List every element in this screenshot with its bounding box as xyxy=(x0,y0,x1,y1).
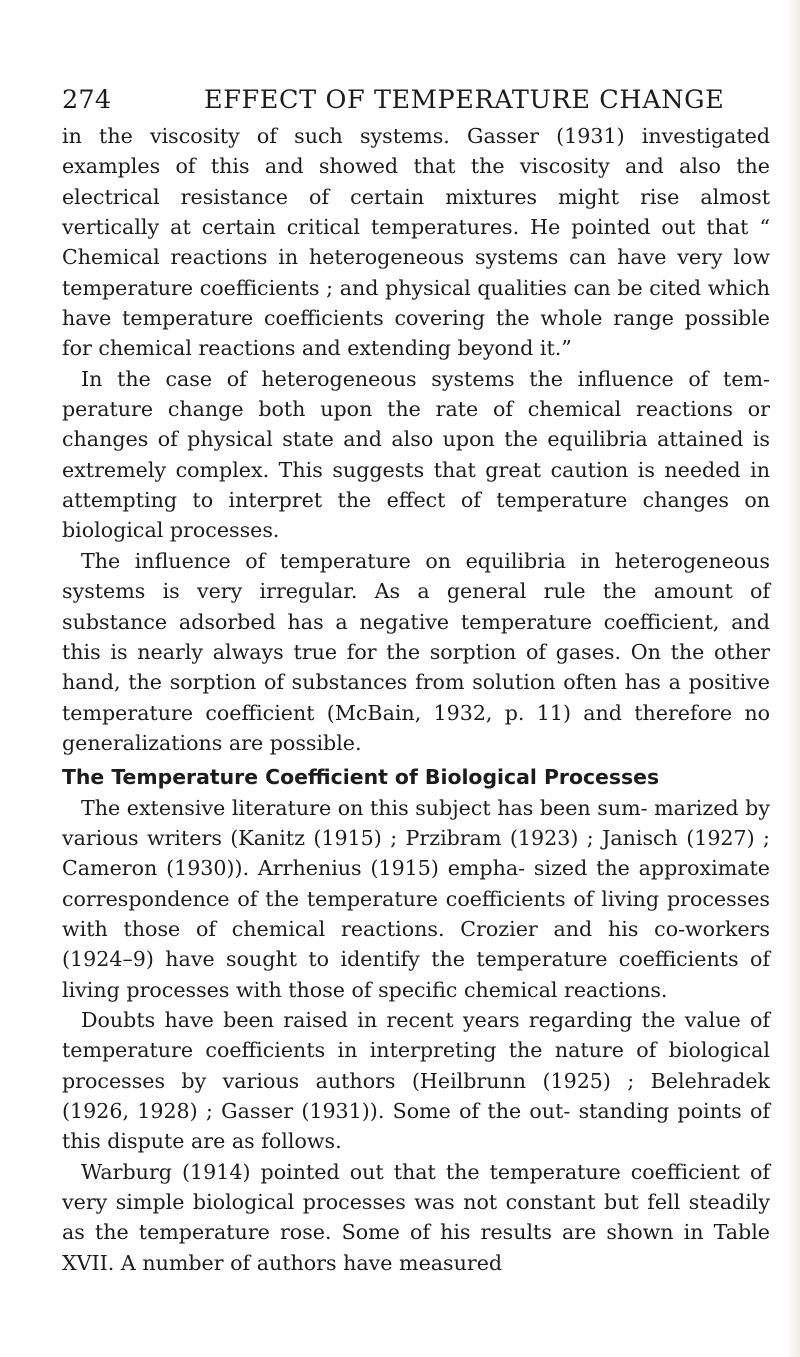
paragraph-heterogeneous-systems: In the case of heterogeneous systems the influence of tem- perature change both upon the rate of chemical reactions or changes of physical state and also upon the equilibria attained is extremely complex. This suggests that great caution is needed in attempting to interpret the effect of temperature changes on biological processes. xyxy=(62,366,770,543)
book-page xyxy=(62,82,770,1278)
paragraph-doubts: Doubts have been raised in recent years regarding the value of temperature coefficients in interpreting the nature of biological processes by various authors (Heilbrunn (1925) ; Belehradek (1926, 1928) ; Gasser (1931)). Some of the out- standing points of this dispute are as follows. xyxy=(62,1007,770,1154)
body-text xyxy=(62,121,770,1278)
page-edge-shadow xyxy=(786,0,800,1357)
running-head xyxy=(62,82,770,118)
page-number: 274 xyxy=(62,85,112,115)
paragraph-literature: The extensive literature on this subject has been sum- marized by various writers (Kanitz (1915) ; Przibram (1923) ; Janisch (1927) ; Cameron (1930)). Arrhenius (1915) empha- sized the approximate correspondence of the temperature coefficients of living processes with those of chemical reactions. Crozier and his co-workers (1924–9) have sought to identify the temperature coefficients of living processes with those of specific chemical reactions. xyxy=(62,795,770,1002)
paragraph-equilibria: The influence of temperature on equilibria in heterogeneous systems is very irregular. As a general rule the amount of substance adsorbed has a negative temperature coefficient, and this is nearly always true for the sorption of gases. On the other hand, the sorption of substances from solution often has a positive temperature coefficient (McBain, 1932, p. 11) and therefore no generalizations are possible. xyxy=(62,548,770,755)
paragraph-warburg: Warburg (1914) pointed out that the temperature coefficient of very simple biological processes was not constant but fell steadily as the temperature rose. Some of his results are shown in Table XVII. A number of authors have measured xyxy=(62,1159,770,1275)
paragraph-viscosity: in the viscosity of such systems. Gasser (1931) investigated examples of this and showed that the viscosity and also the electrical resistance of certain mixtures might rise almost vertically at certain critical temperatures. He pointed out that “ Chemical reactions in heterogeneous systems can have very low temperature coefficients ; and physical qualities can be cited which have temperature coefficients covering the whole range possible for chemical reactions and extending beyond it.” xyxy=(62,124,770,361)
section-heading: The Temperature Coefficient of Biological Processes xyxy=(62,765,660,790)
running-title: EFFECT OF TEMPERATURE CHANGE xyxy=(204,85,725,115)
